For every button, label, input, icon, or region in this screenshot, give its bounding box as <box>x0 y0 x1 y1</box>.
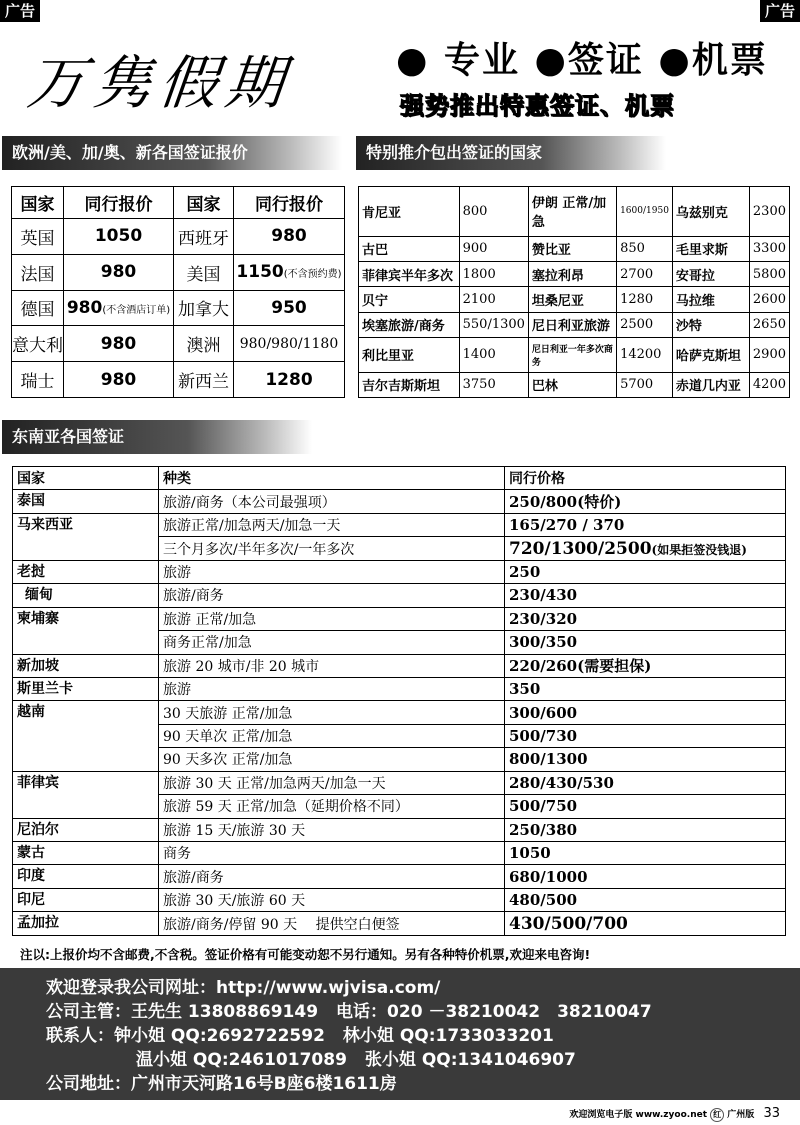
type-cell: 旅游/商务（本公司最强项） <box>159 490 505 513</box>
country-cell: 安哥拉 <box>672 261 749 286</box>
price-value: 720/1300/2500 <box>509 538 652 559</box>
table-row <box>12 254 345 290</box>
price-cell: 250/800(特价) <box>505 490 786 513</box>
publisher-logo-icon: 红 <box>710 1108 724 1122</box>
country-cell: 澳洲 <box>174 326 234 362</box>
disclaimer-note: 注以:上报价均不含邮费,不含税。签证价格有可能变动恕不另行通知。另有各种特价机票,欢迎来电咨询! <box>20 947 591 962</box>
price-cell: 4200 <box>749 372 789 398</box>
price-cell: 1600/1950 <box>617 187 673 237</box>
recommend-visa-table <box>358 186 790 398</box>
contact-person: 张小姐 QQ:1341046907 <box>364 1050 576 1070</box>
country-cell: 孟加拉 <box>13 912 159 936</box>
type-cell: 旅游 15 天/旅游 30 天 <box>159 818 505 841</box>
price-cell: 980 <box>64 326 174 362</box>
price-cell: 800/1300 <box>505 748 786 771</box>
price-cell: 2600 <box>749 287 789 312</box>
table-row <box>13 888 786 911</box>
ad-label-right: 广告 <box>760 0 800 22</box>
country-cell: 尼日利亚一年多次商务 <box>528 338 616 372</box>
col-header: 国家 <box>13 467 159 490</box>
type-cell: 旅游正常/加急两天/加急一天 <box>159 513 505 536</box>
phone-text: 电话：020 －38210042 38210047 <box>336 1002 652 1022</box>
table-row <box>13 842 786 865</box>
country-cell: 尼泊尔 <box>13 818 159 841</box>
table-row <box>13 771 786 794</box>
country-cell: 斯里兰卡 <box>13 677 159 700</box>
contact-panel <box>0 968 800 1100</box>
price-cell: 980 <box>64 362 174 398</box>
country-cell: 赤道几内亚 <box>672 372 749 398</box>
country-cell: 吉尔吉斯斯坦 <box>359 372 460 398</box>
country-cell: 赞比亚 <box>528 236 616 261</box>
footer-text: 欢迎浏览电子版 www.zyoo.net <box>569 1110 708 1120</box>
col-header: 国家 <box>12 187 64 219</box>
country-cell: 德国 <box>12 290 64 326</box>
price-cell: 1280 <box>617 287 673 312</box>
slogan: ● 专业 ●签证 ●机票 <box>396 40 768 81</box>
section-title-eu: 欧洲/美、加/奥、新各国签证报价 <box>2 136 342 170</box>
price-note: (不含预约费) <box>283 269 342 281</box>
table-header-row <box>13 467 786 490</box>
price-cell: 500/750 <box>505 795 786 818</box>
page-number: 33 <box>763 1106 780 1121</box>
table-row <box>359 261 790 286</box>
country-cell: 塞拉利昂 <box>528 261 616 286</box>
country-cell: 沙特 <box>672 312 749 337</box>
type-cell: 旅游 59 天 正常/加急（延期价格不同） <box>159 795 505 818</box>
price-note: (不含酒店订单) <box>102 304 171 316</box>
country-cell: 菲律宾 <box>13 771 159 818</box>
country-cell: 印度 <box>13 865 159 888</box>
type-cell: 90 天多次 正常/加急 <box>159 748 505 771</box>
brand-logo-text: 万隽假期 <box>23 49 296 117</box>
edition-label: 广州版 <box>727 1110 755 1120</box>
table-row <box>359 187 790 237</box>
price-cell: 2500 <box>617 312 673 337</box>
section-title-recommend: 特别推介包出签证的国家 <box>356 136 666 170</box>
manager-text: 公司主管：王先生 13808869149 <box>46 1002 319 1022</box>
country-cell: 西班牙 <box>174 219 234 255</box>
table-row <box>359 372 790 398</box>
type-cell: 90 天单次 正常/加急 <box>159 724 505 747</box>
price-cell <box>64 290 174 326</box>
country-cell: 印尼 <box>13 888 159 911</box>
price-cell: 430/500/700 <box>505 912 786 936</box>
table-row <box>12 326 345 362</box>
country-cell: 柬埔寨 <box>13 607 159 654</box>
price-cell: 1400 <box>459 338 528 372</box>
country-cell: 新西兰 <box>174 362 234 398</box>
price-cell: 980 <box>234 219 345 255</box>
price-cell: 900 <box>459 236 528 261</box>
price-cell: 2900 <box>749 338 789 372</box>
price-cell: 2100 <box>459 287 528 312</box>
eu-visa-table <box>11 186 345 398</box>
price-cell <box>505 537 786 560</box>
type-cell: 旅游 正常/加急 <box>159 607 505 630</box>
contact-person: 林小姐 QQ:1733033201 <box>342 1026 554 1046</box>
country-cell: 法国 <box>12 254 64 290</box>
table-row <box>359 338 790 372</box>
table-row <box>13 677 786 700</box>
country-cell: 伊朗 正常/加急 <box>528 187 616 237</box>
price-cell: 350 <box>505 677 786 700</box>
page-footer <box>569 1106 780 1122</box>
price-value: 1150 <box>236 262 284 283</box>
price-cell: 300/600 <box>505 701 786 724</box>
price-cell: 250 <box>505 560 786 583</box>
type-cell: 旅游/商务/停留 90 天 提供空白便签 <box>159 912 505 936</box>
col-header: 同行价格 <box>505 467 786 490</box>
country-cell: 老挝 <box>13 560 159 583</box>
table-row <box>13 701 786 724</box>
address-line: 公司地址：广州市天河路16号B座6楼1611房 <box>46 1074 397 1094</box>
type-cell: 旅游 <box>159 677 505 700</box>
type-cell: 30 天旅游 正常/加急 <box>159 701 505 724</box>
price-cell: 800 <box>459 187 528 237</box>
col-header: 种类 <box>159 467 505 490</box>
price-cell: 1050 <box>64 219 174 255</box>
type-cell: 旅游 20 城市/非 20 城市 <box>159 654 505 677</box>
type-cell: 商务正常/加急 <box>159 631 505 654</box>
price-cell: 500/730 <box>505 724 786 747</box>
ad-label-left: 广告 <box>0 0 40 22</box>
price-cell: 14200 <box>617 338 673 372</box>
type-cell: 商务 <box>159 842 505 865</box>
price-cell: 550/1300 <box>459 312 528 337</box>
subslogan: 强势推出特惠签证、机票 <box>400 92 675 120</box>
country-cell: 加拿大 <box>174 290 234 326</box>
country-cell: 巴林 <box>528 372 616 398</box>
price-cell: 2650 <box>749 312 789 337</box>
country-cell: 坦桑尼亚 <box>528 287 616 312</box>
table-row <box>13 654 786 677</box>
contact-person: 联系人：钟小姐 QQ:2692722592 <box>46 1026 325 1046</box>
country-cell: 利比里亚 <box>359 338 460 372</box>
table-row <box>13 584 786 607</box>
table-row <box>13 560 786 583</box>
table-header-row <box>12 187 345 219</box>
table-row <box>12 290 345 326</box>
country-cell: 新加坡 <box>13 654 159 677</box>
table-row <box>359 236 790 261</box>
country-cell: 尼日利亚旅游 <box>528 312 616 337</box>
price-note: (如果拒签没钱退) <box>651 542 747 557</box>
table-row <box>13 490 786 513</box>
country-cell: 意大利 <box>12 326 64 362</box>
country-cell: 毛里求斯 <box>672 236 749 261</box>
contact-line-2 <box>46 1048 800 1072</box>
price-cell: 2300 <box>749 187 789 237</box>
type-cell: 旅游 <box>159 560 505 583</box>
sea-visa-table <box>12 466 786 936</box>
country-cell: 哈萨克斯坦 <box>672 338 749 372</box>
price-cell: 230/430 <box>505 584 786 607</box>
country-cell: 英国 <box>12 219 64 255</box>
price-cell <box>234 254 345 290</box>
table-row <box>13 513 786 536</box>
price-cell: 280/430/530 <box>505 771 786 794</box>
manager-line <box>46 1000 800 1024</box>
price-cell: 300/350 <box>505 631 786 654</box>
price-cell: 5800 <box>749 261 789 286</box>
country-cell: 贝宁 <box>359 287 460 312</box>
contact-person: 温小姐 QQ:2461017089 <box>136 1050 347 1070</box>
table-row <box>12 362 345 398</box>
price-cell: 980 <box>64 254 174 290</box>
type-cell: 旅游 30 天 正常/加急两天/加急一天 <box>159 771 505 794</box>
country-cell: 蒙古 <box>13 842 159 865</box>
price-cell: 480/500 <box>505 888 786 911</box>
country-cell: 缅甸 <box>13 584 159 607</box>
price-cell: 220/260(需要担保) <box>505 654 786 677</box>
header <box>0 20 800 130</box>
type-cell: 旅游 30 天/旅游 60 天 <box>159 888 505 911</box>
col-header: 国家 <box>174 187 234 219</box>
table-row <box>13 912 786 936</box>
col-header: 同行报价 <box>64 187 174 219</box>
type-cell: 旅游/商务 <box>159 584 505 607</box>
price-value: 980 <box>66 297 103 318</box>
table-row <box>13 865 786 888</box>
type-cell: 三个月多次/半年多次/一年多次 <box>159 537 505 560</box>
table-row <box>13 818 786 841</box>
country-cell: 马拉维 <box>672 287 749 312</box>
price-cell: 165/270 / 370 <box>505 513 786 536</box>
table-row <box>12 219 345 255</box>
country-cell: 菲律宾半年多次 <box>359 261 460 286</box>
price-cell: 1280 <box>234 362 345 398</box>
country-cell: 乌兹别克 <box>672 187 749 237</box>
col-header: 同行报价 <box>234 187 345 219</box>
country-cell: 埃塞旅游/商务 <box>359 312 460 337</box>
price-cell: 230/320 <box>505 607 786 630</box>
table-row <box>13 607 786 630</box>
price-cell: 850 <box>617 236 673 261</box>
country-cell: 美国 <box>174 254 234 290</box>
price-cell: 250/380 <box>505 818 786 841</box>
price-cell: 1050 <box>505 842 786 865</box>
price-cell: 3300 <box>749 236 789 261</box>
table-row <box>359 287 790 312</box>
country-cell: 马来西亚 <box>13 513 159 560</box>
price-cell: 5700 <box>617 372 673 398</box>
country-cell: 越南 <box>13 701 159 771</box>
website-line: 欢迎登录我公司网址：http://www.wjvisa.com/ <box>46 978 441 998</box>
section-title-sea: 东南亚各国签证 <box>2 420 312 454</box>
contact-line-1 <box>46 1024 800 1048</box>
country-cell: 古巴 <box>359 236 460 261</box>
type-cell: 旅游/商务 <box>159 865 505 888</box>
country-cell: 泰国 <box>13 490 159 513</box>
price-cell: 680/1000 <box>505 865 786 888</box>
country-cell: 瑞士 <box>12 362 64 398</box>
price-cell: 980/980/1180 <box>234 326 345 362</box>
country-cell: 肯尼亚 <box>359 187 460 237</box>
price-cell: 1800 <box>459 261 528 286</box>
price-cell: 3750 <box>459 372 528 398</box>
price-cell: 950 <box>234 290 345 326</box>
table-row <box>359 312 790 337</box>
price-cell: 2700 <box>617 261 673 286</box>
